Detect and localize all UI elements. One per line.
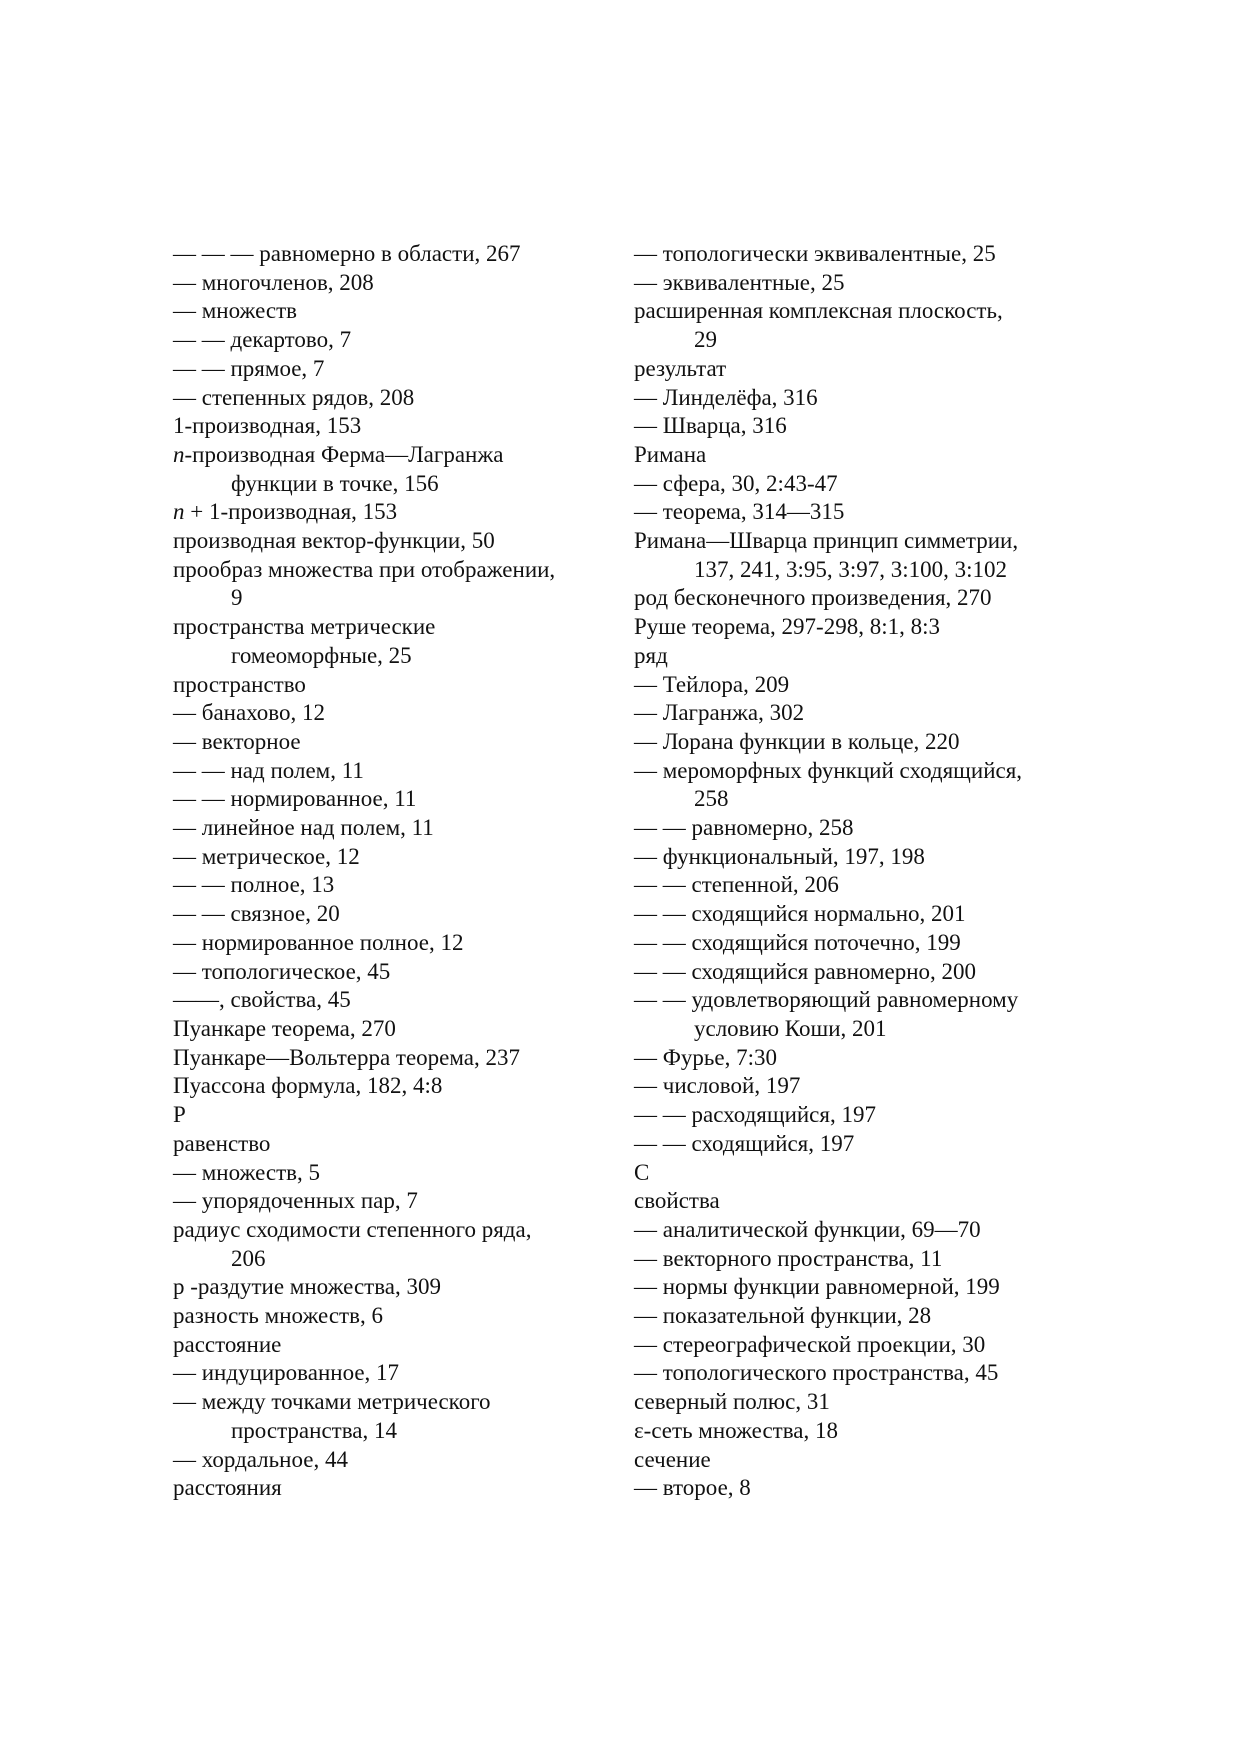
index-entry xyxy=(634,1302,1074,1331)
index-entry-text: — Шварца, 316 xyxy=(634,413,787,439)
index-entry-continuation xyxy=(634,326,1074,355)
index-entry xyxy=(173,1331,593,1360)
index-entry-text: — нормы функции равномерной, 199 xyxy=(634,1274,1000,1300)
index-entry xyxy=(173,986,593,1015)
index-entry xyxy=(634,613,1074,642)
index-entry-text: — теорема, 314—315 xyxy=(634,499,845,525)
index-entry-text: условию Коши, 201 xyxy=(694,1015,887,1041)
index-entry xyxy=(173,1072,593,1101)
index-entry xyxy=(173,1044,593,1073)
index-entry xyxy=(173,326,593,355)
index-entry xyxy=(173,958,593,987)
index-entry-continuation xyxy=(634,785,1074,814)
index-entry-text: свойства xyxy=(634,1188,720,1214)
index-entry-text: радиус сходимости степенного ряда, xyxy=(173,1216,532,1242)
index-entry-text: — эквивалентные, 25 xyxy=(634,269,845,295)
index-entry-text: пространство xyxy=(173,671,306,697)
index-entry xyxy=(634,814,1074,843)
index-entry xyxy=(173,785,593,814)
index-entry-text: — — связное, 20 xyxy=(173,901,340,927)
index-entry xyxy=(634,871,1074,900)
index-entry xyxy=(634,1187,1074,1216)
index-entry xyxy=(634,1273,1074,1302)
index-entry-text: — функциональный, 197, 198 xyxy=(634,843,925,869)
index-entry xyxy=(634,269,1074,298)
index-entry-text: 137, 241, 3:95, 3:97, 3:100, 3:102 xyxy=(694,556,1008,582)
index-entry xyxy=(173,297,593,326)
index-entry xyxy=(634,498,1074,527)
index-entry-text: — — нормированное, 11 xyxy=(173,786,417,812)
index-entry xyxy=(634,1474,1074,1503)
index-entry-text: — — сходящийся поточечно, 199 xyxy=(634,929,961,955)
index-entry-text: производная вектор-функции, 50 xyxy=(173,528,495,554)
index-entry xyxy=(634,986,1074,1015)
index-entry xyxy=(173,900,593,929)
index-entry-text: — — декартово, 7 xyxy=(173,327,352,353)
index-entry xyxy=(634,1446,1074,1475)
italic-symbol: n xyxy=(173,441,185,467)
index-entry xyxy=(634,1044,1074,1073)
index-entry-text: Пуанкаре—Вольтерра теорема, 237 xyxy=(173,1044,520,1070)
index-entry-text: Руше теорема, 297-298, 8:1, 8:3 xyxy=(634,614,940,640)
index-entry-text: пространства, 14 xyxy=(231,1417,397,1443)
index-entry-text: — — сходящийся равномерно, 200 xyxy=(634,958,977,984)
index-entry-text: расстояние xyxy=(173,1331,282,1357)
index-entry-text: прообраз множества при отображении, xyxy=(173,556,556,582)
index-entry-text: функции в точке, 156 xyxy=(231,470,439,496)
index-entry xyxy=(634,1359,1074,1388)
index-entry-text: разность множеств, 6 xyxy=(173,1303,383,1329)
index-entry xyxy=(634,470,1074,499)
index-entry xyxy=(173,613,593,642)
index-entry-text: — степенных рядов, 208 xyxy=(173,384,415,410)
index-entry-text: 9 xyxy=(231,585,243,611)
index-entry xyxy=(634,297,1074,326)
index-entry-text: Римана—Шварца принцип симметрии, xyxy=(634,528,1019,554)
index-entry xyxy=(634,441,1074,470)
index-entry xyxy=(173,441,593,470)
index-entry-text: — Фурье, 7:30 xyxy=(634,1044,778,1070)
index-entry xyxy=(634,1331,1074,1360)
index-entry-text: С xyxy=(634,1159,650,1185)
index-entry-text: — индуцированное, 17 xyxy=(173,1360,400,1386)
index-entry-continuation xyxy=(173,470,593,499)
index-entry xyxy=(173,1359,593,1388)
index-entry-text: — — удовлетворяющий равномерному xyxy=(634,987,1019,1013)
index-entry xyxy=(634,1130,1074,1159)
index-entry xyxy=(173,843,593,872)
index-entry xyxy=(634,1417,1074,1446)
index-entry-text: 1-производная, 153 xyxy=(173,413,362,439)
index-entry xyxy=(634,584,1074,613)
index-entry-text: — упорядоченных пар, 7 xyxy=(173,1188,418,1214)
index-entry xyxy=(173,1101,593,1130)
index-entry-text: — многочленов, 208 xyxy=(173,269,374,295)
index-entry xyxy=(634,384,1074,413)
index-entry-text: Римана xyxy=(634,441,707,467)
index-entry-text: — Лагранжа, 302 xyxy=(634,700,805,726)
index-entry-text: северный полюс, 31 xyxy=(634,1389,830,1415)
index-entry-text: — мероморфных функций сходящийся, xyxy=(634,757,1023,783)
index-entry-text: результат xyxy=(634,355,727,381)
index-entry-text: — второе, 8 xyxy=(634,1475,751,1501)
index-entry-text: 29 xyxy=(694,327,717,353)
index-entry xyxy=(173,929,593,958)
index-entry-text: ——, свойства, 45 xyxy=(173,987,351,1013)
index-entry-text: расширенная комплексная плоскость, xyxy=(634,298,1003,324)
index-column-right xyxy=(634,240,1074,1503)
index-entry xyxy=(634,757,1074,786)
index-entry xyxy=(173,1446,593,1475)
index-entry xyxy=(634,642,1074,671)
index-entry xyxy=(173,1302,593,1331)
index-entry xyxy=(173,527,593,556)
index-entry-text: равенство xyxy=(173,1130,271,1156)
index-entry-text: — — полное, 13 xyxy=(173,872,335,898)
index-entry-text: — линейное над полем, 11 xyxy=(173,815,434,841)
index-entry xyxy=(173,355,593,384)
index-entry-text: — — над полем, 11 xyxy=(173,757,364,783)
index-entry-text: р -раздутие множества, 309 xyxy=(173,1274,441,1300)
index-entry-continuation xyxy=(173,584,593,613)
index-entry xyxy=(173,757,593,786)
index-entry xyxy=(634,671,1074,700)
index-entry-text: — — — равномерно в области, 267 xyxy=(173,241,521,266)
index-entry xyxy=(634,929,1074,958)
index-entry-text: — Линделёфа, 316 xyxy=(634,384,818,410)
index-entry xyxy=(634,412,1074,441)
index-entry-text: — топологическое, 45 xyxy=(173,958,391,984)
index-entry-text: Р xyxy=(173,1102,186,1128)
index-entry xyxy=(173,671,593,700)
index-entry xyxy=(173,728,593,757)
index-entry-text: — банахово, 12 xyxy=(173,700,326,726)
index-entry-text: расстояния xyxy=(173,1475,282,1501)
index-entry xyxy=(173,269,593,298)
index-column-left xyxy=(173,240,593,1503)
index-entry xyxy=(634,240,1074,269)
index-entry-text: сечение xyxy=(634,1446,711,1472)
index-entry xyxy=(173,814,593,843)
index-entry xyxy=(634,1101,1074,1130)
index-entry xyxy=(634,1216,1074,1245)
index-entry-text: — показательной функции, 28 xyxy=(634,1303,932,1329)
index-entry-text: + 1-производная, 153 xyxy=(184,499,398,525)
index-entry-text: — Тейлора, 209 xyxy=(634,671,790,697)
index-entry-text: — — сходящийся, 197 xyxy=(634,1130,855,1156)
index-entry xyxy=(634,1159,1074,1188)
index-entry xyxy=(173,1015,593,1044)
index-entry-text: — — равномерно, 258 xyxy=(634,815,854,841)
index-entry xyxy=(634,958,1074,987)
index-entry xyxy=(634,699,1074,728)
index-entry-continuation xyxy=(173,1245,593,1274)
index-entry-text: — векторного пространства, 11 xyxy=(634,1245,943,1271)
index-entry xyxy=(173,412,593,441)
index-entry-text: — множеств xyxy=(173,298,298,324)
index-entry xyxy=(173,556,593,585)
index-entry-text: — — сходящийся нормально, 201 xyxy=(634,901,966,927)
index-entry xyxy=(173,1388,593,1417)
index-entry xyxy=(173,240,593,269)
index-entry-text: пространства метрические xyxy=(173,614,436,640)
index-entry-text: — хордальное, 44 xyxy=(173,1446,348,1472)
index-entry-text: 206 xyxy=(231,1245,266,1271)
index-entry-text: ε-сеть множества, 18 xyxy=(634,1417,838,1443)
index-entry-text: — между точками метрического xyxy=(173,1389,491,1415)
index-entry xyxy=(173,1187,593,1216)
index-entry xyxy=(634,527,1074,556)
index-entry-continuation xyxy=(173,642,593,671)
index-entry xyxy=(634,728,1074,757)
index-entry xyxy=(173,699,593,728)
index-entry xyxy=(634,1388,1074,1417)
index-entry-text: — топологически эквивалентные, 25 xyxy=(634,241,996,266)
index-entry-text: — — расходящийся, 197 xyxy=(634,1102,876,1128)
index-entry-text: — топологического пространства, 45 xyxy=(634,1360,999,1386)
index-entry-text: — — прямое, 7 xyxy=(173,355,325,381)
index-entry xyxy=(173,871,593,900)
index-entry-text: Пуассона формула, 182, 4:8 xyxy=(173,1073,443,1099)
index-entry-continuation xyxy=(634,556,1074,585)
index-entry-text: — метрическое, 12 xyxy=(173,843,360,869)
index-entry-text: — аналитической функции, 69—70 xyxy=(634,1216,981,1242)
index-entry-text: 258 xyxy=(694,786,729,812)
index-entry xyxy=(173,498,593,527)
index-entry-text: гомеоморфные, 25 xyxy=(231,642,412,668)
index-entry-text: — — степенной, 206 xyxy=(634,872,839,898)
index-entry xyxy=(173,1474,593,1503)
index-entry-text: Пуанкаре теорема, 270 xyxy=(173,1015,396,1041)
index-entry-continuation xyxy=(634,1015,1074,1044)
index-entry xyxy=(173,1130,593,1159)
index-entry xyxy=(634,355,1074,384)
index-entry xyxy=(173,1273,593,1302)
index-entry-text: ряд xyxy=(634,642,668,668)
index-entry-text: — множеств, 5 xyxy=(173,1159,321,1185)
index-entry xyxy=(634,1245,1074,1274)
index-entry-text: — стереографической проекции, 30 xyxy=(634,1331,986,1357)
index-entry-text: -производная Ферма—Лагранжа xyxy=(184,441,504,467)
index-entry xyxy=(634,900,1074,929)
index-entry-text: — сфера, 30, 2:43-47 xyxy=(634,470,838,496)
italic-symbol: n xyxy=(173,499,185,525)
index-entry-text: — нормированное полное, 12 xyxy=(173,929,464,955)
index-entry xyxy=(173,384,593,413)
index-entry xyxy=(173,1159,593,1188)
index-entry-text: — Лорана функции в кольце, 220 xyxy=(634,728,960,754)
index-entry xyxy=(634,1072,1074,1101)
index-entry xyxy=(173,1216,593,1245)
index-entry-continuation xyxy=(173,1417,593,1446)
index-entry xyxy=(634,843,1074,872)
index-entry-text: — векторное xyxy=(173,728,301,754)
index-entry-text: род бесконечного произведения, 270 xyxy=(634,585,992,611)
index-entry-text: — числовой, 197 xyxy=(634,1073,801,1099)
